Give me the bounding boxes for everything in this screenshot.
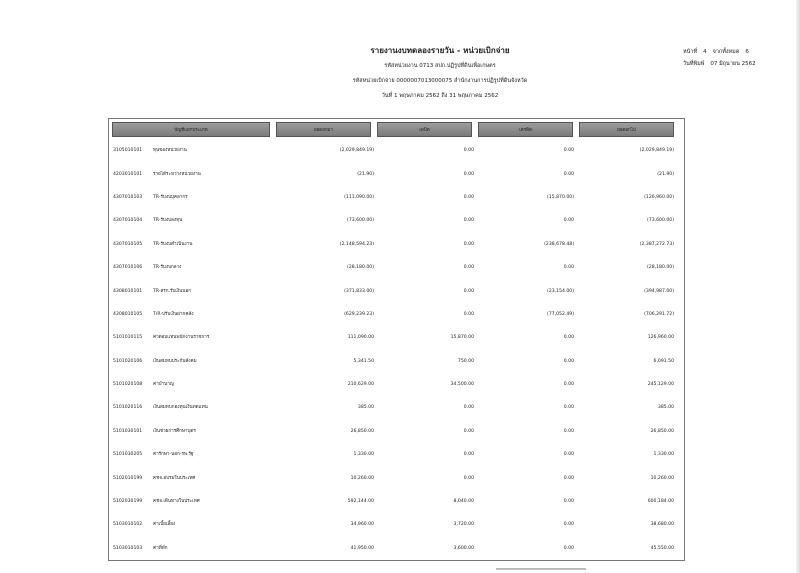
table-row	[109, 350, 684, 373]
carried-forward-value: (28,180.00)	[647, 265, 674, 271]
account-name: TR-รับงบกลาง	[153, 265, 182, 271]
carried-forward-value: (126,960.00)	[644, 194, 674, 200]
brought-forward-value: 26,850.00	[350, 428, 374, 434]
debit-value: 0.00	[463, 428, 474, 434]
table-row	[109, 186, 684, 209]
credit-value: 0.00	[563, 265, 574, 271]
carried-forward-value: 26,850.00	[650, 428, 674, 434]
table-row	[109, 233, 684, 256]
carried-forward-value: (394,987.00)	[644, 288, 674, 294]
credit-value: (23,154.00)	[547, 288, 574, 294]
account-code: 5102010199	[113, 475, 143, 481]
table-row	[109, 256, 684, 279]
table-row	[109, 373, 684, 396]
brought-forward-value: (2,029,849.19)	[339, 148, 374, 154]
account-name: เงินสมทบประกันสังคม	[153, 358, 197, 364]
account-name: TR-รับงบลงทุน	[153, 218, 183, 224]
table-body	[109, 139, 684, 560]
credit-value: (15,870.00)	[547, 194, 574, 200]
table-row	[109, 466, 684, 489]
account-code: 4307010106	[113, 265, 143, 271]
account-name: ค่ารักษา-นอก-รพ.รัฐ	[153, 452, 194, 458]
table-row	[109, 513, 684, 536]
carried-forward-value: 600,184.00	[647, 499, 674, 505]
carried-forward-value: (73,600.00)	[647, 218, 674, 224]
debit-value: 0.00	[463, 405, 474, 411]
header-account: บัญชีแยกประเภท	[112, 122, 270, 137]
debit-value: 0.00	[463, 241, 474, 247]
debit-value: 0.00	[463, 452, 474, 458]
table-header-row	[109, 119, 684, 139]
brought-forward-value: (371,833.00)	[344, 288, 374, 294]
account-code: 5103010103	[113, 545, 143, 551]
brought-forward-value: (629,239.23)	[344, 311, 374, 317]
print-date-row	[683, 58, 795, 70]
account-code: 5103010102	[113, 522, 143, 528]
credit-value: 0.00	[563, 452, 574, 458]
account-name: รายได้ระหว่างหน่วยงาน	[153, 171, 201, 177]
carried-forward-value: 385.00	[657, 405, 674, 411]
debit-value: 8,040.00	[453, 499, 474, 505]
debit-value: 34,500.00	[450, 382, 474, 388]
ledger-table	[108, 118, 685, 561]
brought-forward-value: 10,260.00	[350, 475, 374, 481]
credit-value: 0.00	[563, 499, 574, 505]
account-name: T/R-ปรับเงินฝากคลัง	[153, 311, 194, 317]
period-line: วันที่ 1 พฤษภาคม 2562 ถึง 31 พฤษภาคม 2562	[381, 93, 499, 99]
carried-forward-value: 1,330.00	[653, 452, 674, 458]
brought-forward-value: 34,960.00	[350, 522, 374, 528]
brought-forward-value: 385.00	[357, 405, 374, 411]
credit-value: 0.00	[563, 148, 574, 154]
carried-forward-value: (21.90)	[657, 171, 674, 177]
account-code: 4307010104	[113, 218, 143, 224]
account-name: ค่าบำนาญ	[153, 382, 174, 388]
account-code: 5101030205	[113, 452, 143, 458]
page-count-row	[683, 46, 795, 58]
scan-mark	[496, 568, 586, 570]
table-row	[109, 420, 684, 443]
credit-value: 0.00	[563, 171, 574, 177]
account-name: เงินสมทบกองทุนเงินทดแทน	[153, 405, 208, 411]
debit-value: 750.00	[457, 358, 474, 364]
print-date: 07 มิถุนายน 2562	[710, 61, 756, 67]
page-edge	[796, 0, 800, 573]
print-label: วันที่พิมพ์	[683, 61, 705, 67]
header-credit: เครดิต	[478, 122, 573, 137]
brought-forward-value: 41,950.00	[350, 545, 374, 551]
account-name: คชจ.เดินทางในประเทศ	[153, 499, 200, 505]
carried-forward-value: (2,029,849.19)	[639, 148, 674, 154]
carried-forward-value: 10,260.00	[650, 475, 674, 481]
account-name: TR-รับงบบุคลากร	[153, 194, 188, 200]
debit-value: 0.00	[463, 311, 474, 317]
brought-forward-value: (73,600.00)	[347, 218, 374, 224]
brought-forward-value: (2,148,594.23)	[339, 241, 374, 247]
brought-forward-value: (111,090.00)	[344, 194, 374, 200]
page-number: 4	[703, 49, 707, 55]
account-name: ค่าที่พัก	[153, 545, 168, 551]
table-row	[109, 139, 684, 162]
carried-forward-value: 6,091.50	[653, 358, 674, 364]
account-name: เงินช่วยการศึกษาบุตร	[153, 428, 196, 434]
brought-forward-value: (28,180.00)	[347, 265, 374, 271]
account-code: 5101020116	[113, 405, 143, 411]
carried-forward-value: (2,387,272.73)	[639, 241, 674, 247]
debit-value: 0.00	[463, 288, 474, 294]
credit-value: 0.00	[563, 522, 574, 528]
account-code: 5101030101	[113, 428, 143, 434]
debit-value: 0.00	[463, 218, 474, 224]
brought-forward-value: 210,629.00	[347, 382, 374, 388]
debit-value: 0.00	[463, 194, 474, 200]
carried-forward-value: 245,129.00	[647, 382, 674, 388]
page-info	[683, 46, 795, 70]
debit-value: 15,870.00	[450, 335, 474, 341]
header-carried-forward: ยอดยกไป	[579, 122, 674, 137]
account-name: ทุนของหน่วยงาน	[153, 148, 187, 154]
carried-forward-value: 38,680.00	[650, 522, 674, 528]
page-label: หน้าที่	[683, 49, 698, 55]
table-row	[109, 443, 684, 466]
debit-value: 0.00	[463, 475, 474, 481]
account-name: คชจ.อบรมในประเทศ	[153, 475, 196, 481]
table-row	[109, 279, 684, 302]
disbursing-unit-line: รหัสหน่วยเบิกจ่าย 0000007013000075 สำนักงานการปฏิรูปที่ดินจังหวัด	[352, 78, 528, 84]
report-header	[240, 44, 640, 107]
credit-value: 0.00	[563, 405, 574, 411]
debit-value: 3,720.00	[453, 522, 474, 528]
table-row	[109, 209, 684, 232]
table-row	[109, 162, 684, 185]
agency-code-line: รหัสหน่วยงาน 0713 สปก.ปฏิรูปที่ดินเพื่อเกษตร	[384, 63, 496, 69]
table-row	[109, 490, 684, 513]
credit-value: 0.00	[563, 218, 574, 224]
total-label: จากทั้งหมด	[712, 49, 740, 55]
account-code: 4308010105	[113, 311, 143, 317]
credit-value: 0.00	[563, 428, 574, 434]
header-debit: เดบิต	[377, 122, 472, 137]
table-row	[109, 537, 684, 560]
account-name: TR-รับงบดำเนินงาน	[153, 241, 193, 247]
account-code: 5101010115	[113, 335, 143, 341]
debit-value: 0.00	[463, 265, 474, 271]
header-brought-forward: ยอดยกมา	[276, 122, 371, 137]
credit-value: 0.00	[563, 382, 574, 388]
credit-value: 0.00	[563, 335, 574, 341]
report-title: รายงานงบทดลองรายวัน - หน่วยเบิกจ่าย	[370, 46, 510, 55]
total-pages: 6	[745, 49, 749, 55]
account-code: 4203010101	[113, 171, 143, 177]
brought-forward-value: 5,341.50	[353, 358, 374, 364]
table-row	[109, 396, 684, 419]
credit-value: 0.00	[563, 358, 574, 364]
account-code: 5102030199	[113, 499, 143, 505]
account-code: 5101020108	[113, 382, 143, 388]
account-code: 3105010101	[113, 148, 143, 154]
account-code: 4308010101	[113, 288, 143, 294]
account-code: 4307010105	[113, 241, 143, 247]
credit-value: (77,052.49)	[547, 311, 574, 317]
debit-value: 3,600.00	[453, 545, 474, 551]
credit-value: 0.00	[563, 545, 574, 551]
brought-forward-value: (21.90)	[357, 171, 374, 177]
brought-forward-value: 111,090.00	[347, 335, 374, 341]
credit-value: (238,678.48)	[544, 241, 574, 247]
account-code: 4307010103	[113, 194, 143, 200]
account-name: ค่าตอบแทนพนักงานราชการ	[153, 335, 210, 341]
carried-forward-value: (706,291.72)	[644, 311, 674, 317]
table-row	[109, 303, 684, 326]
carried-forward-value: 126,960.00	[647, 335, 674, 341]
account-name: TR-สรก.รับเงินนอก	[153, 288, 191, 294]
carried-forward-value: 45,550.00	[650, 545, 674, 551]
account-name: ค่าเบี้ยเลี้ยง	[153, 522, 176, 528]
credit-value: 0.00	[563, 475, 574, 481]
account-code: 5101020106	[113, 358, 143, 364]
brought-forward-value: 1,330.00	[353, 452, 374, 458]
table-row	[109, 326, 684, 349]
debit-value: 0.00	[463, 148, 474, 154]
brought-forward-value: 592,144.00	[347, 499, 374, 505]
debit-value: 0.00	[463, 171, 474, 177]
